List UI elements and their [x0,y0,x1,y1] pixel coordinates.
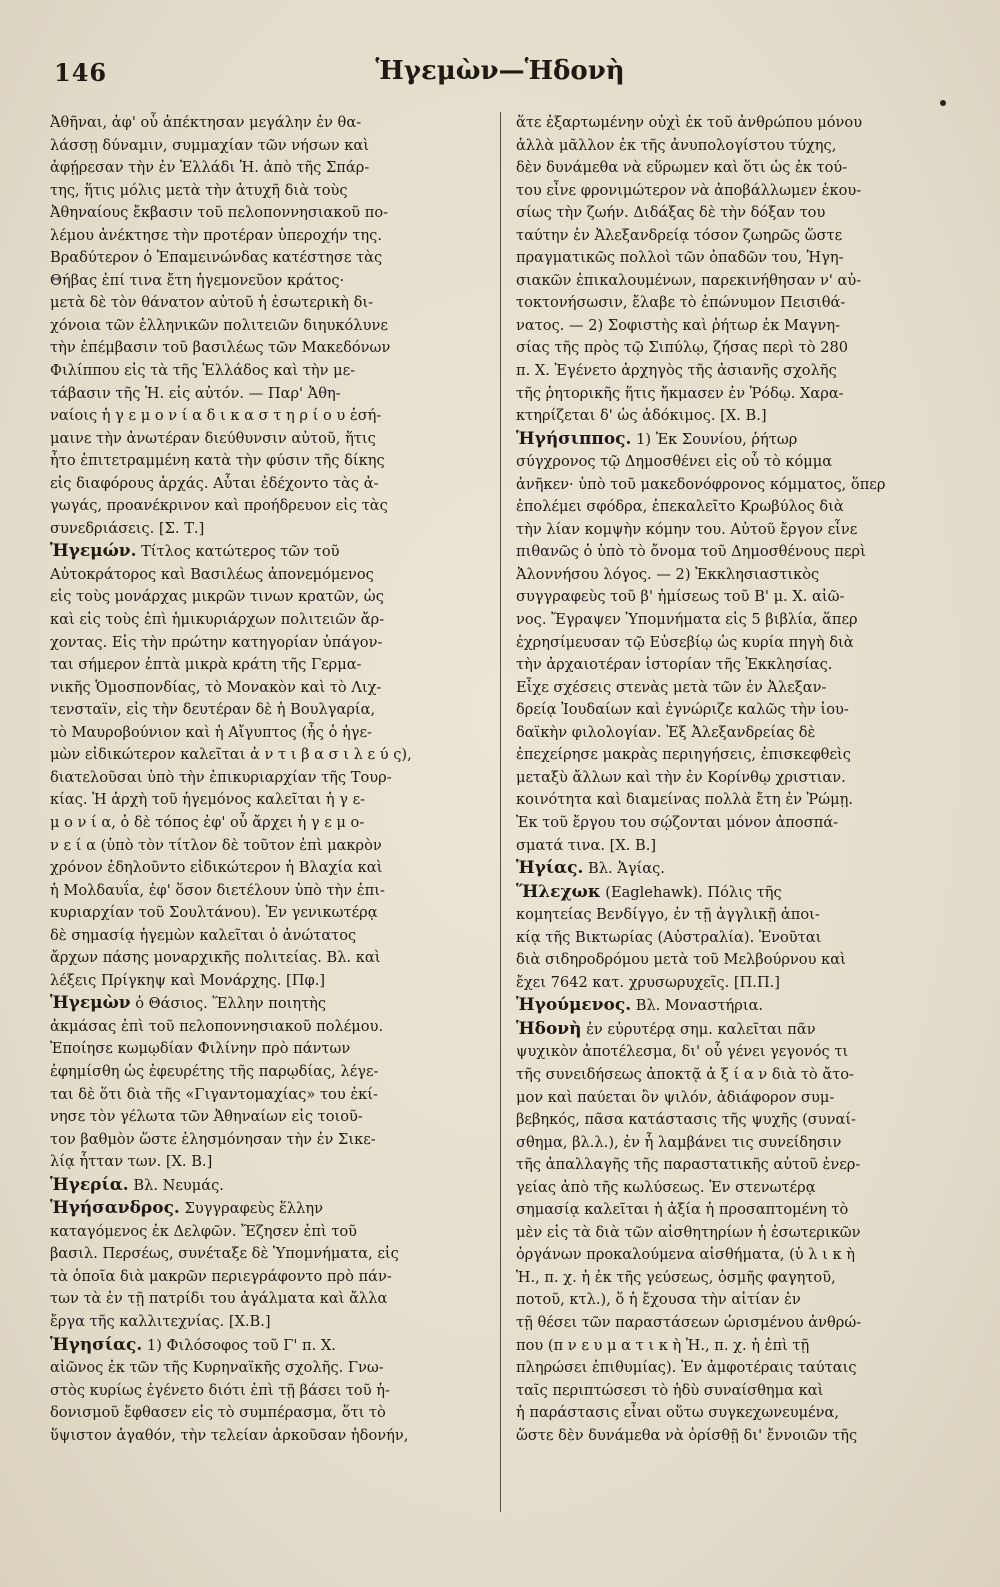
entry-text: τὴν ἐπέμβασιν τοῦ βασιλέως τῶν Μακεδόνων [50,339,391,357]
entry-line [516,1267,952,1290]
entry-line [516,1357,952,1380]
entry-line [516,112,952,135]
entry-line [50,135,486,158]
entry-line [50,1243,486,1266]
entry-headword: Ἡγήσανδρος. [50,1198,180,1219]
entry-text: συνεδριάσεις. [Σ. Τ.] [50,519,205,537]
entry-line [516,202,952,225]
entry-text: ἦτο ἐπιτετραμμένη κατὰ τὴν φύσιν τῆς δίκης [50,452,385,470]
entry-text: δὲ σημασίᾳ ἡγεμὼν καλεῖται ὁ ἀνώτατος [50,926,357,944]
dictionary-entry [50,1334,486,1448]
entry-line [50,1038,486,1061]
entry-line [50,1174,486,1198]
entry-text: τῆς ἀπαλλαγῆς τῆς παραστατικῆς αὐτοῦ ἐνερ- [516,1156,861,1174]
entry-line [516,1041,952,1064]
entry-line [516,1222,952,1245]
entry-line [516,1402,952,1425]
entry-line [50,112,486,135]
entry-headword: Ἡγίας. [516,858,584,879]
entry-line [50,247,486,270]
entry-line [516,632,952,655]
entry-line [516,180,952,203]
entry-text: λίᾳ ἧτταν των. [Χ. Β.] [50,1153,213,1171]
entry-text: εἰς τοὺς μονάρχας μικρῶν τινων κρατῶν, ὡς [50,588,384,606]
entry-text: κοινότητα καὶ διαμείνας πολλὰ ἔτη ἐν Ῥώμῃ. [516,791,853,809]
entry-line [50,767,486,790]
column-divider [500,112,501,1512]
entry-text: χρόνον ἐδηλοῦντο εἰδικώτερον ἡ Βλαχία καὶ [50,859,383,877]
entry-line [50,812,486,835]
entry-text: ὁ Θάσιος. Ἕλλην ποιητὴς [130,995,327,1013]
entry-line [50,1357,486,1380]
entry-text: λέμου ἀνέκτησε τὴν προτέραν ὑπεροχήν της. [50,226,382,244]
entry-text: ἀνῆκεν· ὑπὸ τοῦ μακεδονόφρονος κόμματος, ὅπερ [516,475,886,493]
entry-text: που (π ν ε υ μ α τ ι κ ὴ Ἡ., π. χ. ἡ ἐπὶ τῇ [516,1336,810,1354]
entry-text: ἔχει 7642 κατ. χρυσωρυχεῖς. [Π.Π.] [516,973,781,991]
entry-line [516,1154,952,1177]
entry-line [50,677,486,700]
entry-text: δονισμοῦ ἔφθασεν εἰς τὸ συμπέρασμα, ὅτι τὸ [50,1404,386,1422]
entry-text: ἐπολέμει σφόδρα, ἐπεκαλεῖτο Κρωβύλος διὰ [516,498,844,516]
entry-line [516,994,952,1018]
dictionary-entry [50,1197,486,1333]
entry-line [50,337,486,360]
entry-text: ἐν εὐρυτέρᾳ σημ. καλεῖται πᾶν [581,1020,816,1038]
entry-line [516,1132,952,1155]
entry-line [516,586,952,609]
entry-line [50,1016,486,1039]
dictionary-entry [516,881,952,995]
entry-text: ταῖς περιπτώσεσι τὸ ἡδὺ συναίσθημα καὶ [516,1381,824,1399]
entry-text: ν ε ί α (ὑπὸ τὸν τίτλον δὲ τοῦτον ἐπὶ μακρὸν [50,836,382,854]
entry-text: Ἀθηναίους ἔκβασιν τοῦ πελοποννησιακοῦ πο- [50,204,389,222]
entry-line [516,1087,952,1110]
entry-headword: Ἡγήσιππος. [516,428,632,449]
entry-text: ἔργα τῆς καλλιτεχνίας. [Χ.Β.] [50,1312,271,1330]
margin-mark [940,100,946,106]
entry-line [516,1109,952,1132]
entry-line [50,428,486,451]
entry-line [50,1402,486,1425]
entry-line [50,1197,486,1221]
entry-text: ταύτην ἐν Ἀλεξανδρείᾳ τόσον ζωηρῶς ὥστε [516,226,843,244]
entry-text: ἡ Μολδαυΐα, ἐφ' ὅσον διετέλουν ὑπὸ τὴν ἐπι- [50,881,385,899]
entry-text: καταγόμενος ἐκ Δελφῶν. Ἔζησεν ἐπὶ τοῦ [50,1222,358,1240]
entry-text: τὸ Μαυροβούνιον καὶ ἡ Αἴγυπτος (ἧς ὁ ἡγε- [50,723,372,741]
entry-text: κίας. Ἡ ἀρχὴ τοῦ ἡγεμόνος καλεῖται ἡ γ ε- [50,791,366,809]
entry-text: του εἶνε φρονιμώτερον νὰ ἀποβάλλωμεν ἑκου- [516,181,862,199]
entry-line [516,496,952,519]
entry-line [516,1064,952,1087]
entry-line [516,1312,952,1335]
entry-text: τενσταϊν, εἰς τὴν δευτέραν δὲ ἡ Βουλγαρία, [50,701,376,719]
entry-line [50,632,486,655]
entry-text: σιακῶν ἐπικαλουμένων, παρεκινήθησαν ν' αὐ- [516,271,862,289]
entry-line [516,767,952,790]
entry-headword: Ἡγεμών. [50,541,137,562]
entry-text: ται σήμερον ἑπτὰ μικρὰ κράτη τῆς Γερμα- [50,656,362,674]
entry-line [516,474,952,497]
entry-text: νικῆς Ὁμοσπονδίας, τὸ Μονακὸν καὶ τὸ Λιχ- [50,678,382,696]
entry-text: σθημα, βλ.λ.), ἐν ἧ λαμβάνει τις συνείδησιν [516,1133,842,1151]
entry-line [516,972,952,995]
entry-line [50,1288,486,1311]
entry-line [516,1199,952,1222]
entry-line [50,1221,486,1244]
entry-line [516,904,952,927]
dictionary-entry [516,112,952,428]
entry-line [516,677,952,700]
entry-line [50,180,486,203]
entry-line [50,495,486,518]
entry-text: Βλ. Νευμάς. [128,1176,224,1194]
entry-line [516,247,952,270]
entry-text: κυριαρχίαν τοῦ Σουλτάνου). Ἐν γενικωτέρᾳ [50,904,378,922]
entry-line [516,609,952,632]
entry-text: μ ο ν ί α, ὁ δὲ τόπος ἐφ' οὗ ἄρχει ἡ γ ε μ ο- [50,813,365,831]
entry-text: ποτοῦ, κτλ.), ὅ ἡ ἔχουσα τὴν αἰτίαν ἐν [516,1291,801,1309]
entry-text: δρείᾳ Ἰουδαίων καὶ ἐγνώριζε καλῶς τὴν ἰου- [516,701,849,719]
entry-line [516,157,952,180]
entry-text: τῆς ῥητορικῆς ἥτις ἤκμασεν ἐν Ῥόδῳ. Χαρα- [516,384,844,402]
dictionary-entry [516,994,952,1018]
entry-text: εἰς διαφόρους ἀρχάς. Αὗται ἐδέχοντο τὰς ἀ- [50,474,379,492]
entry-line [50,518,486,541]
entry-line [50,564,486,587]
entry-text: σημασίᾳ καλεῖται ἡ ἀξία ἡ προσαπτομένη τὸ [516,1201,849,1219]
dictionary-entry [50,112,486,540]
entry-line [516,337,952,360]
running-head: Ἡγεμὼν—Ἡδονὴ [375,56,625,86]
entry-line [516,927,952,950]
entry-line [516,812,952,835]
entry-text: ἡ παράστασις εἶναι οὕτω συγκεχωνευμένα, [516,1404,839,1422]
entry-text: χοντας. Εἰς τὴν πρώτην κατηγορίαν ὑπάγον- [50,633,383,651]
entry-line [516,1289,952,1312]
entry-text: τοκτονήσωσιν, ἔλαβε τὸ ἐπώνυμον Πεισιθά- [516,294,846,312]
entry-text: ἀλλὰ μᾶλλον ἐκ τῆς ἀνυπολογίστου τύχης, [516,136,837,154]
entry-line [516,1177,952,1200]
entry-text: γωγάς, προανέκρινον καὶ προήδρευον εἰς τὰς [50,497,388,515]
entry-line [516,541,952,564]
entry-text: (Eaglehawk). Πόλις τῆς [600,883,782,901]
entry-text: 1) Ἐκ Σουνίου, ῥήτωρ [631,430,798,448]
entry-line [50,292,486,315]
entry-line [50,880,486,903]
entry-text: Ἐποίησε κωμῳδίαν Φιλίνην πρὸ πάντων [50,1040,351,1058]
entry-line [516,225,952,248]
entry-text: τὴν λίαν κομψὴν κόμην του. Αὐτοῦ ἔργον εἶνε [516,520,858,538]
dictionary-entry [50,992,486,1173]
left-column [50,112,486,1447]
entry-text: δὲν δυνάμεθα νὰ εὕρωμεν καὶ ὅτι ὡς ἐκ τού- [516,159,848,177]
entry-text: νησε τὸν γέλωτα τῶν Ἀθηναίων εἰς τοιοῦ- [50,1108,363,1126]
entry-line [50,902,486,925]
entry-text: ἅτε ἐξαρτωμένην οὐχὶ ἐκ τοῦ ἀνθρώπου μόνου [516,114,863,131]
entry-text: δαϊκὴν φιλολογίαν. Ἐξ Ἀλεξανδρείας δὲ [516,723,816,741]
entry-line [50,992,486,1016]
entry-text: ἀφῄρεσαν τὴν ἐν Ἑλλάδι Ἡ. ἀπὸ τῆς Σπάρ- [50,159,370,177]
entry-text: μετὰ δὲ τὸν θάνατον αὐτοῦ ἡ ἐσωτερικὴ δι- [50,294,374,312]
entry-line [50,473,486,496]
entry-line [516,744,952,767]
entry-line [516,383,952,406]
entry-text: Ἡ., π. χ. ἡ ἐκ τῆς γεύσεως, ὀσμῆς φαγητοῦ, [516,1268,836,1286]
entry-text: μὲν εἰς τὰ διὰ τῶν αἰσθητηρίων ἡ ἐσωτερικῶν [516,1223,861,1241]
entry-text: ἄρχων πάσης μοναρχικῆς πολιτείας. Βλ. καὶ [50,949,381,967]
entry-line [516,1380,952,1403]
entry-line [50,1084,486,1107]
entry-text: τῇ θέσει τῶν παραστάσεων ὡρισμένου ἀνθρώ- [516,1313,862,1331]
entry-text: Τίτλος κατώτερος τῶν τοῦ [136,543,340,561]
entry-headword: Ἥλεχωκ [516,881,601,902]
entry-text: μαινε τὴν ἀνωτέραν διεύθυνσιν αὐτοῦ, ἥτις [50,429,376,447]
entry-text: πραγματικῶς πολλοὶ τῶν ὀπαδῶν του, Ἡγη- [516,249,844,267]
entry-text: καὶ εἰς τοὺς ἐπὶ ἡμικυριάρχων πολιτειῶν ἄρ- [50,611,385,629]
entry-line [516,135,952,158]
entry-line [50,586,486,609]
entry-line [50,722,486,745]
entry-line [50,1129,486,1152]
entry-line [516,789,952,812]
entry-line [516,1244,952,1267]
entry-line [50,789,486,812]
entry-text: λάσσῃ δύναμιν, συμμαχίαν τῶν νήσων καὶ [50,136,369,154]
entry-text: Ἀλοννήσου λόγος. — 2) Ἐκκλησιαστικὸς [516,565,820,583]
entry-text: Ἀθῆναι, ἀφ' οὗ ἀπέκτησαν μεγάλην ἐν θα- [50,114,362,131]
entry-line [50,1380,486,1403]
entry-line [516,451,952,474]
entry-line [516,881,952,905]
entry-text: χόνοια τῶν ἑλληνικῶν πολιτειῶν διηυκόλυνε [50,316,388,334]
entry-text: Θήβας ἐπί τινα ἔτη ἡγεμονεῦον κράτος· [50,271,345,289]
entry-text: γείας ἀπὸ τῆς κωλύσεως. Ἐν στενωτέρᾳ [516,1178,816,1196]
entry-text: μον καὶ παύεται ὂν ψιλόν, ἀδιάφορον συμ- [516,1088,835,1106]
entry-text: τάβασιν τῆς Ἡ. εἰς αὐτόν. — Παρ' Ἀθη- [50,384,341,402]
entry-text: κίᾳ τῆς Βικτωρίας (Αὐστραλία). Ἑνοῦται [516,928,822,946]
entry-line [50,925,486,948]
dictionary-entry [50,1174,486,1198]
entry-line [516,857,952,881]
entry-line [516,315,952,338]
entry-text: τὰ ὁποῖα διὰ μακρῶν περιεγράφοντο πρὸ πάν- [50,1267,392,1285]
entry-text: ται δὲ ὅτι διὰ τῆς «Γιγαντομαχίας» του ἐκί- [50,1085,378,1103]
entry-line [50,1106,486,1129]
entry-headword: Ἡγερία. [50,1174,129,1195]
entry-line [516,1335,952,1358]
entry-text: π. Χ. Ἐγένετο ἀρχηγὸς τῆς ἀσιανῆς σχολῆς [516,362,837,380]
entry-line [50,270,486,293]
entry-text: Αὐτοκράτορος καὶ Βασιλέως ἀπονεμόμενος [50,565,374,583]
entry-text: νος. Ἔγραψεν Ὑπομνήματα εἰς 5 βιβλία, ἅπερ [516,611,858,629]
entry-text: Βραδύτερον ὁ Ἐπαμεινώνδας κατέστησε τὰς [50,249,383,267]
entry-line [516,699,952,722]
entry-text: κτηρίζεται δ' ὡς ἀδόκιμος. [Χ. Β.] [516,407,767,425]
entry-line [50,1334,486,1358]
entry-text: των τὰ ἐν τῇ πατρίδι του ἀγάλματα καὶ ἄλλα [50,1290,388,1308]
entry-line [516,835,952,858]
entry-text: τον βαθμὸν ὥστε ἐλησμόνησαν τὴν ἐν Σικε- [50,1130,376,1148]
entry-line [516,270,952,293]
entry-text: ὕψιστον ἀγαθόν, τὴν τελείαν ἀρκοῦσαν ἡδονήν, [50,1426,409,1444]
entry-text: Βλ. Ἁγίας. [583,860,665,878]
entry-text: λέξεις Πρίγκηψ καὶ Μονάρχης. [Πφ.] [50,971,326,989]
entry-text: ἐπεχείρησε μακρὰς περιηγήσεις, ἐπισκεφθεὶς [516,746,851,764]
entry-text: αἰῶνος ἐκ τῶν τῆς Κυρηναϊκῆς σχολῆς. Γνω- [50,1359,384,1377]
entry-text: σίως τὴν ζωήν. Διδάξας δὲ τὴν δόξαν του [516,204,826,222]
entry-text: ναίοις ἡ γ ε μ ο ν ί α δ ι κ α σ τ η ρ ί ο υ ἐσή- [50,407,382,425]
dictionary-entry [50,540,486,992]
entry-text: σματά τινα. [Χ. Β.] [516,836,657,854]
entry-text: κομητείας Βενδίγγο, ἐν τῇ ἀγγλικῇ ἀποι- [516,906,820,924]
entry-line [50,157,486,180]
entry-line [50,654,486,677]
entry-text: ὥστε δὲν δυνάμεθα νὰ ὁρίσθῇ δι' ἔννοιῶν τῆς [516,1426,858,1444]
entry-text: Βλ. Μοναστήρια. [631,997,764,1015]
entry-line [50,1061,486,1084]
entry-text: πληρώσει ἐπιθυμίας). Ἐν ἀμφοτέραις ταύταις [516,1359,857,1377]
dictionary-entry [516,428,952,857]
entry-text: της, ἥτις μόλις μετὰ τὴν ἀτυχῆ διὰ τοὺς [50,181,348,199]
entry-text: 1) Φιλόσοφος τοῦ Γ' π. Χ. [142,1336,336,1354]
entry-text: στὸς κυρίως ἐγένετο διότι ἐπὶ τῇ βάσει τοῦ ἡ- [50,1381,390,1399]
entry-headword: Ἡγεμὼν [50,993,131,1014]
entry-line [516,292,952,315]
entry-text: βασιλ. Περσέως, συνέταξε δὲ Ὑπομνήματα, εἰς [50,1245,399,1263]
entry-line [50,1266,486,1289]
entry-text: ἐχρησίμευσαν τῷ Εὐσεβίῳ ὡς κυρία πηγὴ διὰ [516,633,854,651]
entry-line [50,947,486,970]
entry-text: διατελοῦσαι ὑπὸ τὴν ἐπικυριαρχίαν τῆς Τουρ- [50,768,392,786]
entry-text: σύγχρονος τῷ Δημοσθένει εἰς οὗ τὸ κόμμα [516,453,833,471]
dictionary-entry [516,1018,952,1447]
entry-text: βεβηκός, πᾶσα κατάστασις τῆς ψυχῆς (συναί- [516,1111,856,1129]
entry-line [516,405,952,428]
entry-line [50,835,486,858]
entry-line [50,744,486,767]
entry-text: σίας τῆς πρὸς τῷ Σιπύλῳ, ζήσας περὶ τὸ 280 [516,339,849,357]
entry-text: τῆς συνειδήσεως ἀποκτᾷ ἀ ξ ί α ν διὰ τὸ ἄτο- [516,1065,854,1083]
entry-line [516,428,952,452]
entry-line [50,699,486,722]
right-column [516,112,952,1447]
entry-line [50,1311,486,1334]
entry-text: συγγραφεὺς τοῦ β' ἡμίσεως τοῦ Β' μ. Χ. αἰῶ- [516,588,845,606]
entry-line [516,654,952,677]
entry-line [50,383,486,406]
entry-line [516,360,952,383]
entry-text: ἀκμάσας ἐπὶ τοῦ πελοποννησιακοῦ πολέμου. [50,1017,384,1035]
entry-text: διὰ σιδηροδρόμου μετὰ τοῦ Μελβούρνου καὶ [516,951,846,969]
entry-headword: Ἡγούμενος. [516,995,632,1016]
entry-text: ψυχικὸν ἀποτέλεσμα, δι' οὗ γένει γεγονός τι [516,1043,849,1061]
entry-text: Ἐκ τοῦ ἔργου του σῴζονται μόνον ἀποσπά- [516,813,839,831]
entry-line [50,360,486,383]
entry-line [516,722,952,745]
entry-line [50,315,486,338]
entry-line [516,1425,952,1448]
entry-text: ὀργάνων προκαλούμενα αἰσθήματα, (ὑ λ ι κ ὴ [516,1246,856,1264]
dictionary-entry [516,857,952,881]
entry-line [516,949,952,972]
entry-text: Εἶχε σχέσεις στενὰς μετὰ τῶν ἐν Ἀλεξαν- [516,678,827,696]
entry-line [50,1425,486,1448]
entry-line [50,202,486,225]
page-number: 146 [54,58,108,87]
entry-line [50,1151,486,1174]
entry-line [50,540,486,564]
entry-text: Φιλίππου εἰς τὰ τῆς Ἑλλάδος καὶ τὴν με- [50,362,356,380]
entry-line [50,857,486,880]
entry-headword: Ἡδονὴ [516,1018,582,1039]
entry-text: μὼν εἰδικώτερον καλεῖται ἀ ν τ ι β α σ ι λ ε ύ ς), [50,746,412,764]
entry-line [50,450,486,473]
entry-text: Συγγραφεὺς ἕλλην [179,1200,323,1218]
entry-headword: Ἡγησίας. [50,1334,143,1355]
entry-text: μεταξὺ ἄλλων καὶ τὴν ἐν Κορίνθῳ χριστιαν. [516,768,846,786]
entry-line [50,225,486,248]
entry-text: ἐφημίσθη ὡς ἐφευρέτης τῆς παρῳδίας, λέγε- [50,1062,379,1080]
entry-line [50,609,486,632]
entry-text: νατος. — 2) Σοφιστὴς καὶ ῥήτωρ ἐκ Μαγνη- [516,316,841,334]
entry-line [516,519,952,542]
entry-line [50,405,486,428]
entry-line [516,564,952,587]
entry-line [50,970,486,993]
entry-text: πιθανῶς ὁ ὑπὸ τὸ ὄνομα τοῦ Δημοσθένους περὶ [516,543,866,561]
entry-text: τὴν ἀρχαιοτέραν ἱστορίαν τῆς Ἐκκλησίας. [516,656,833,674]
entry-line [516,1018,952,1042]
